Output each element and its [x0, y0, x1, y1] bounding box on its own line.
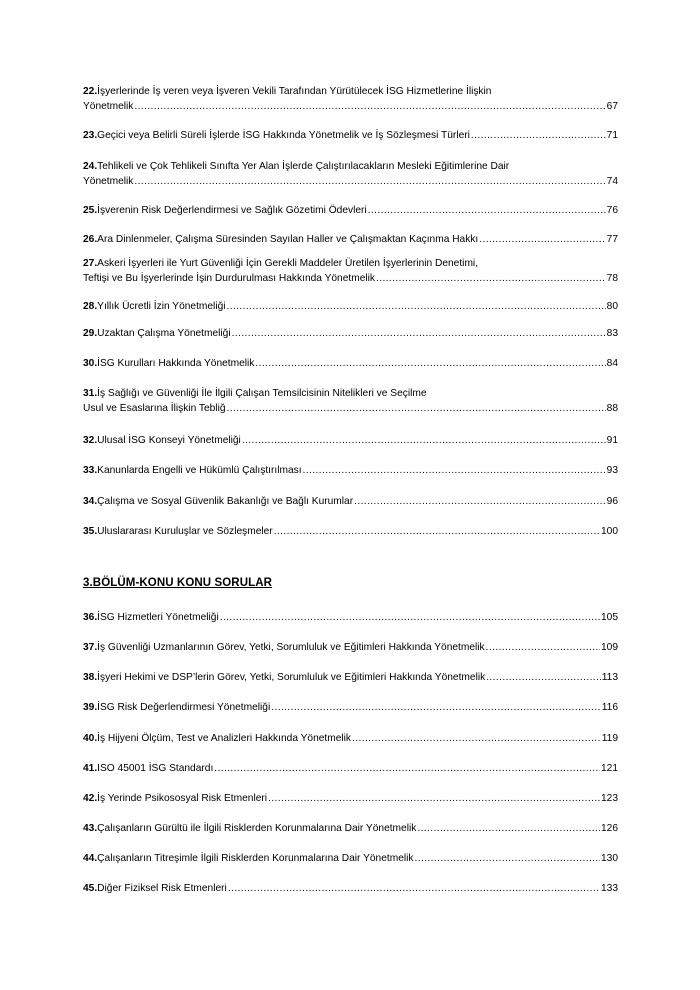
toc-entry-number: 31.	[83, 388, 98, 399]
toc-entry[interactable]	[83, 256, 618, 286]
dot-leader	[227, 299, 606, 314]
toc-entry-page-number: 119	[601, 733, 618, 744]
toc-entry-line	[83, 524, 618, 539]
toc-entry-title-part1: İşyerlerinde İş veren veya İşveren Vekili Tarafından Yürütülecek İSG Hizmetlerine İlişkin	[97, 86, 492, 97]
toc-entry-number: 34.	[83, 496, 98, 507]
toc-entry-line	[83, 670, 618, 685]
toc-entry-page-number: 113	[601, 672, 618, 683]
toc-entry-number: 42.	[83, 793, 98, 804]
toc-entry[interactable]	[83, 610, 618, 625]
toc-entry-title-part1: İş Sağlığı ve Güvenliği İle İlgili Çalışan Temsilcisinin Nitelikleri ve Seçilme	[97, 388, 427, 399]
toc-entry-second-line	[83, 174, 618, 189]
toc-entry[interactable]	[83, 731, 618, 746]
toc-entry-line	[83, 791, 618, 806]
toc-entry-title: Diğer Fiziksel Risk Etmenleri	[97, 883, 227, 894]
toc-entry-title: Uzaktan Çalışma Yönetmeliği	[97, 328, 231, 339]
toc-entry[interactable]	[83, 761, 618, 776]
dot-leader	[271, 700, 601, 715]
toc-entry-title-part2: Yönetmelik	[83, 176, 134, 187]
toc-entry-number: 25.	[83, 205, 98, 216]
dot-leader	[228, 881, 600, 896]
toc-entry-title-part2: Usul ve Esaslarına İlişkin Tebliğ	[83, 403, 226, 414]
toc-entry[interactable]	[83, 640, 618, 655]
toc-entry-title: İş Güvenliği Uzmanlarının Görev, Yetki, Sorumluluk ve Eğitimleri Hakkında Yönetmelik	[97, 642, 485, 653]
toc-entry[interactable]	[83, 84, 618, 114]
toc-entry-page-number: 93	[606, 465, 618, 476]
toc-entry[interactable]	[83, 881, 618, 896]
dot-leader	[368, 203, 606, 218]
dot-leader	[354, 494, 606, 509]
toc-entry-title-part2: Yönetmelik	[83, 101, 134, 112]
dot-leader	[415, 851, 601, 866]
toc-entry[interactable]	[83, 356, 618, 371]
dot-leader	[227, 401, 606, 416]
toc-entry-line	[83, 433, 618, 448]
toc-entry[interactable]	[83, 821, 618, 836]
toc-entry-title-part1: Askeri İşyerleri ile Yurt Güvenliği İçin Gerekli Maddeler Üretilen İşyerlerinin Denetimi,	[97, 258, 479, 269]
toc-entry-title: Yıllık Ücretli İzin Yönetmeliği	[97, 301, 226, 312]
toc-entry-title: Ara Dinlenmeler, Çalışma Süresinden Sayılan Haller ve Çalışmaktan Kaçınma Hakkı	[97, 234, 479, 245]
dot-leader	[486, 640, 600, 655]
toc-entry-title: İSG Risk Değerlendirmesi Yönetmeliği	[97, 702, 271, 713]
toc-entry-number: 24.	[83, 161, 98, 172]
toc-entry-number: 37.	[83, 642, 98, 653]
toc-entry-number: 28.	[83, 301, 98, 312]
toc-entry[interactable]	[83, 299, 618, 314]
toc-entry-number: 30.	[83, 358, 98, 369]
toc-entry-title: İşverenin Risk Değerlendirmesi ve Sağlık Gözetimi Ödevleri	[97, 205, 367, 216]
toc-entry-title: İSG Hizmetleri Yönetmeliği	[97, 612, 219, 623]
toc-entry-number: 22.	[83, 86, 98, 97]
toc-entry-number: 45.	[83, 883, 98, 894]
dot-leader	[134, 174, 605, 189]
dot-leader	[268, 791, 600, 806]
toc-entry-first-line	[83, 159, 618, 174]
dot-leader	[232, 326, 606, 341]
toc-entry-page-number: 96	[606, 496, 618, 507]
toc-entry-number: 35.	[83, 526, 98, 537]
toc-entry-number: 36.	[83, 612, 98, 623]
toc-entry-page-number: 100	[601, 526, 618, 537]
toc-entry-page-number: 109	[601, 642, 618, 653]
toc-entry-title: Ulusal İSG Konseyi Yönetmeliği	[97, 435, 241, 446]
toc-entry-number: 40.	[83, 733, 98, 744]
toc-entry-title-part2: Teftişi ve Bu İşyerlerinde İşin Durdurulması Hakkında Yönetmelik	[83, 273, 375, 284]
toc-entry[interactable]	[83, 791, 618, 806]
dot-leader	[376, 271, 606, 286]
toc-entry-page-number: 67	[606, 101, 618, 112]
toc-entry-line	[83, 463, 618, 478]
toc-entry-page-number: 78	[606, 273, 618, 284]
toc-entry-page-number: 133	[601, 883, 618, 894]
toc-entry-line	[83, 356, 618, 371]
toc-entry[interactable]	[83, 203, 618, 218]
toc-entry-line	[83, 731, 618, 746]
toc-entry-first-line	[83, 386, 618, 401]
dot-leader	[274, 524, 600, 539]
toc-entry-line	[83, 851, 618, 866]
toc-entry-number: 26.	[83, 234, 98, 245]
toc-entry-line	[83, 494, 618, 509]
toc-entry-number: 41.	[83, 763, 98, 774]
toc-entry-page-number: 71	[606, 130, 618, 141]
toc-entry[interactable]	[83, 386, 618, 416]
dot-leader	[479, 232, 605, 247]
toc-entry-title: İş Hijyeni Ölçüm, Test ve Analizleri Hakkında Yönetmelik	[97, 733, 352, 744]
toc-entry-line	[83, 299, 618, 314]
dot-leader	[417, 821, 600, 836]
toc-entry-title-part1: Tehlikeli ve Çok Tehlikeli Sınıfta Yer Alan İşlerde Çalıştırılacakların Mesleki Eğitimlerine Dair	[97, 161, 510, 172]
toc-entry-number: 39.	[83, 702, 98, 713]
section-heading: 3.BÖLÜM-KONU KONU SORULAR	[83, 577, 273, 589]
toc-entry[interactable]	[83, 433, 618, 448]
toc-entry-number: 23.	[83, 130, 98, 141]
toc-entry-line	[83, 128, 618, 143]
toc-entry-page-number: 76	[606, 205, 618, 216]
dot-leader	[220, 610, 600, 625]
toc-entry-title: Çalışma ve Sosyal Güvenlik Bakanlığı ve Bağlı Kurumlar	[97, 496, 354, 507]
toc-entry-number: 32.	[83, 435, 98, 446]
dot-leader	[214, 761, 600, 776]
toc-entry-second-line	[83, 99, 618, 114]
toc-entry-page-number: 83	[606, 328, 618, 339]
toc-entry-second-line	[83, 271, 618, 286]
toc-entry[interactable]	[83, 494, 618, 509]
toc-entry-number: 44.	[83, 853, 98, 864]
toc-entry-line	[83, 640, 618, 655]
toc-entry-title: Uluslararası Kuruluşlar ve Sözleşmeler	[97, 526, 273, 537]
toc-entry[interactable]	[83, 326, 618, 341]
toc-entry-number: 29.	[83, 328, 98, 339]
toc-entry-title: Çalışanların Gürültü ile İlgili Risklerden Korunmalarına Dair Yönetmelik	[97, 823, 417, 834]
toc-entry-line	[83, 700, 618, 715]
toc-entry-line	[83, 821, 618, 836]
dot-leader	[255, 356, 605, 371]
toc-entry-first-line	[83, 84, 618, 99]
toc-entry[interactable]	[83, 851, 618, 866]
toc-entry-line	[83, 326, 618, 341]
toc-entry[interactable]	[83, 524, 618, 539]
toc-entry-page-number: 84	[606, 358, 618, 369]
toc-entry-title: Geçici veya Belirli Süreli İşlerde İSG Hakkında Yönetmelik ve İş Sözleşmesi Türleri	[97, 130, 470, 141]
toc-entry-title: İSG Kurulları Hakkında Yönetmelik	[97, 358, 255, 369]
toc-entry-line	[83, 761, 618, 776]
toc-entry[interactable]	[83, 463, 618, 478]
toc-entry-line	[83, 232, 618, 247]
toc-entry-page-number: 74	[606, 176, 618, 187]
toc-entry-page-number: 123	[601, 793, 618, 804]
toc-entry-title: Kanunlarda Engelli ve Hükümlü Çalıştırılması	[97, 465, 302, 476]
toc-entry[interactable]	[83, 670, 618, 685]
toc-entry-first-line	[83, 256, 618, 271]
dot-leader	[471, 128, 606, 143]
toc-entry-page-number: 116	[601, 702, 618, 713]
toc-entry-title: İş Yerinde Psikososyal Risk Etmenleri	[97, 793, 268, 804]
dot-leader	[486, 670, 601, 685]
dot-leader	[303, 463, 606, 478]
dot-leader	[352, 731, 601, 746]
dot-leader	[134, 99, 605, 114]
toc-entry-page-number: 80	[606, 301, 618, 312]
toc-entry-number: 43.	[83, 823, 98, 834]
toc-entry-page-number: 126	[601, 823, 618, 834]
toc-entry-line	[83, 610, 618, 625]
toc-entry[interactable]	[83, 159, 618, 189]
dot-leader	[242, 433, 606, 448]
toc-entry-second-line	[83, 401, 618, 416]
toc-entry-page-number: 77	[606, 234, 618, 245]
toc-entry-line	[83, 203, 618, 218]
toc-entry-number: 33.	[83, 465, 98, 476]
toc-entry-number: 38.	[83, 672, 98, 683]
toc-entry[interactable]	[83, 128, 618, 143]
toc-entry-page-number: 105	[601, 612, 618, 623]
toc-entry-page-number: 88	[606, 403, 618, 414]
toc-entry-line	[83, 881, 618, 896]
toc-entry[interactable]	[83, 232, 618, 247]
toc-entry-page-number: 130	[601, 853, 618, 864]
toc-entry[interactable]	[83, 700, 618, 715]
toc-entry-title: ISO 45001 İSG Standardı	[97, 763, 214, 774]
toc-entry-title: İşyeri Hekimi ve DSP’lerin Görev, Yetki, Sorumluluk ve Eğitimleri Hakkında Yönetmelik	[97, 672, 486, 683]
toc-entry-number: 27.	[83, 258, 98, 269]
toc-entry-page-number: 121	[601, 763, 618, 774]
toc-entry-page-number: 91	[606, 435, 618, 446]
toc-entry-title: Çalışanların Titreşimle İlgili Risklerden Korunmalarına Dair Yönetmelik	[97, 853, 414, 864]
